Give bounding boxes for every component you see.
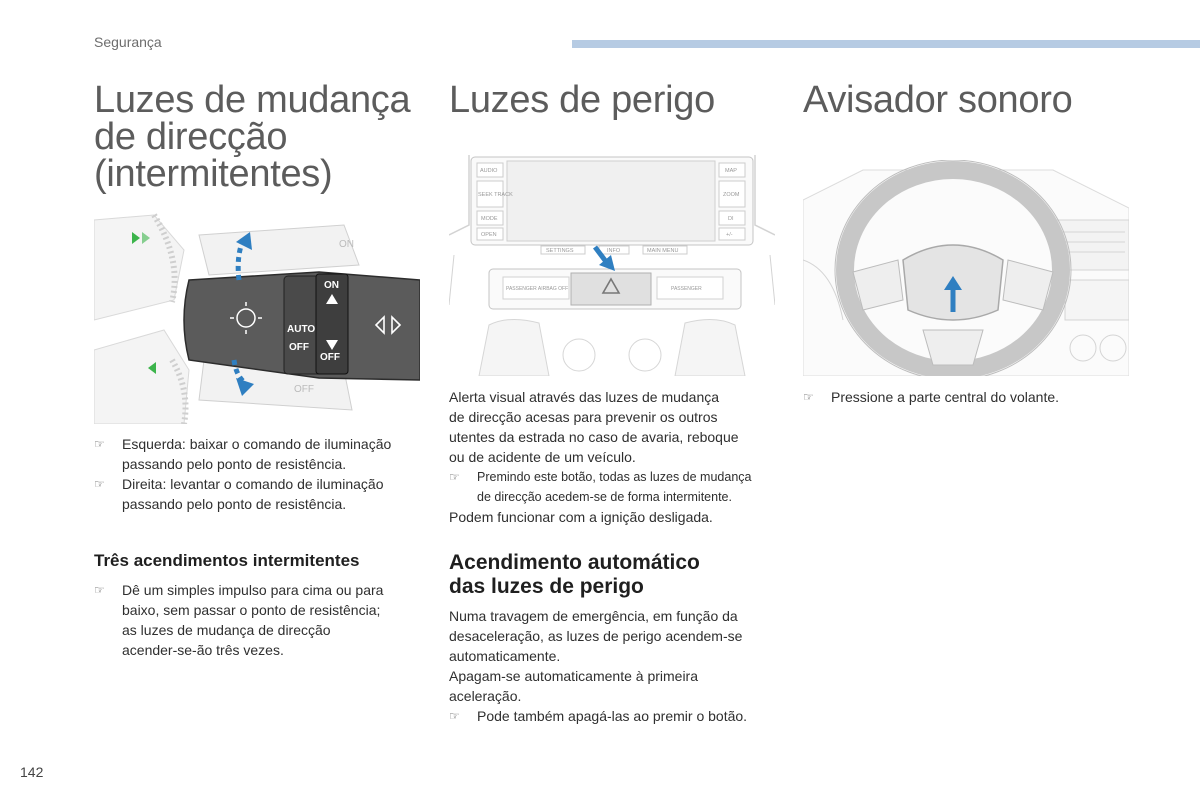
heading-line: Acendimento automático bbox=[449, 551, 700, 574]
text-line: desaceleração, as luzes de perigo acendem-se bbox=[449, 628, 743, 644]
text-line: ou de acidente de um veículo. bbox=[449, 449, 636, 465]
turn-signals-bullets bbox=[94, 434, 424, 514]
text-line: aceleração. bbox=[449, 688, 522, 704]
map-button-label: MAP bbox=[725, 168, 737, 174]
text-line: ☞ Dê um simples impulso para cima ou para bbox=[122, 582, 384, 598]
page-number: 142 bbox=[20, 764, 44, 780]
horn-instruction: ☞ Pressione a parte central do volante. bbox=[803, 387, 1133, 407]
ghost-off-label: OFF bbox=[294, 384, 314, 395]
turn-signals-title-line: (intermitentes) bbox=[94, 153, 333, 195]
text-line: acender-se-ão três vezes. bbox=[122, 642, 284, 658]
stalk-off2-label: OFF bbox=[320, 352, 340, 363]
text-line: automaticamente. bbox=[449, 648, 561, 664]
text-line: baixo, sem passar o ponto de resistência; bbox=[122, 602, 381, 618]
info-button-label: INFO bbox=[607, 248, 621, 254]
text-line: ☞ Direita: levantar o comando de iluminação bbox=[122, 476, 384, 492]
lighting-stalk-svg bbox=[94, 210, 420, 424]
text-line: passando pelo ponto de resistência. bbox=[122, 496, 347, 512]
text-line: ☞ Premindo este botão, todas as luzes de mudança bbox=[477, 470, 752, 484]
hazard-press-instruction bbox=[449, 467, 789, 507]
section-label: Segurança bbox=[94, 34, 162, 50]
mode-button-label: MODE bbox=[481, 216, 498, 222]
steering-wheel-svg bbox=[803, 160, 1129, 376]
triple-flash-heading: Três acendimentos intermitentes bbox=[94, 551, 360, 570]
passenger-label: PASSENGER bbox=[671, 286, 702, 292]
hazard-description bbox=[449, 387, 789, 527]
triple-flash-body bbox=[94, 580, 424, 660]
text-line: de direcção acedem-se de forma intermitente. bbox=[477, 490, 732, 504]
text-line: Apagam-se automaticamente à primeira bbox=[449, 668, 699, 684]
auto-hazard-heading bbox=[449, 551, 700, 599]
seek-button-label: SEEK TRACK bbox=[478, 192, 513, 198]
stalk-on-label: ON bbox=[324, 280, 339, 291]
turn-signals-title bbox=[94, 79, 411, 195]
header-rule bbox=[572, 40, 1200, 48]
heading-line: das luzes de perigo bbox=[449, 575, 644, 598]
horn-steering-wheel-illustration bbox=[803, 160, 1129, 376]
text-line: utentes da estrada no caso de avaria, reboque bbox=[449, 429, 739, 445]
settings-button-label: SETTINGS bbox=[546, 248, 574, 254]
turn-signal-stalk-illustration bbox=[94, 210, 420, 424]
triple-flash-instruction bbox=[94, 580, 424, 660]
text-line: Podem funcionar com a ignição desligada. bbox=[449, 509, 713, 525]
open-button-label: OPEN bbox=[481, 232, 497, 238]
text-line: as luzes de mudança de direcção bbox=[122, 622, 331, 638]
text-line: de direcção acesas para prevenir os outros bbox=[449, 409, 718, 425]
zoom-button-label: ZOOM bbox=[723, 192, 740, 198]
turn-signals-title-line: de direcção bbox=[94, 116, 288, 158]
stalk-off-label: OFF bbox=[289, 342, 309, 353]
plusminus-button-label: +/- bbox=[726, 232, 733, 238]
ghost-on-label: ON bbox=[339, 239, 354, 250]
turn-signals-title-line: Luzes de mudança bbox=[94, 79, 411, 121]
auto-hazard-cancel-instruction: ☞ Pode também apagá-las ao premir o botão. bbox=[449, 706, 789, 726]
console-svg bbox=[449, 155, 775, 376]
text-line: Numa travagem de emergência, em função da bbox=[449, 608, 738, 624]
hazard-title: Luzes de perigo bbox=[449, 79, 715, 121]
stalk-auto-label: AUTO bbox=[287, 324, 316, 335]
text-line: Alerta visual através das luzes de mudança bbox=[449, 389, 720, 405]
audio-button-label: AUDIO bbox=[480, 168, 498, 174]
horn-title: Avisador sonoro bbox=[803, 79, 1073, 121]
di-button-label: DI bbox=[728, 216, 734, 222]
hazard-button-illustration bbox=[449, 155, 775, 376]
turn-left-instruction bbox=[94, 434, 424, 474]
horn-body bbox=[803, 387, 1133, 407]
turn-right-instruction bbox=[94, 474, 424, 514]
main-menu-button-label: MAIN MENU bbox=[647, 248, 679, 254]
text-line: ☞ Esquerda: baixar o comando de iluminação bbox=[122, 436, 392, 452]
auto-hazard-body bbox=[449, 606, 789, 726]
text-line: passando pelo ponto de resistência. bbox=[122, 456, 347, 472]
airbag-off-label: PASSENGER AIRBAG OFF bbox=[506, 286, 569, 292]
